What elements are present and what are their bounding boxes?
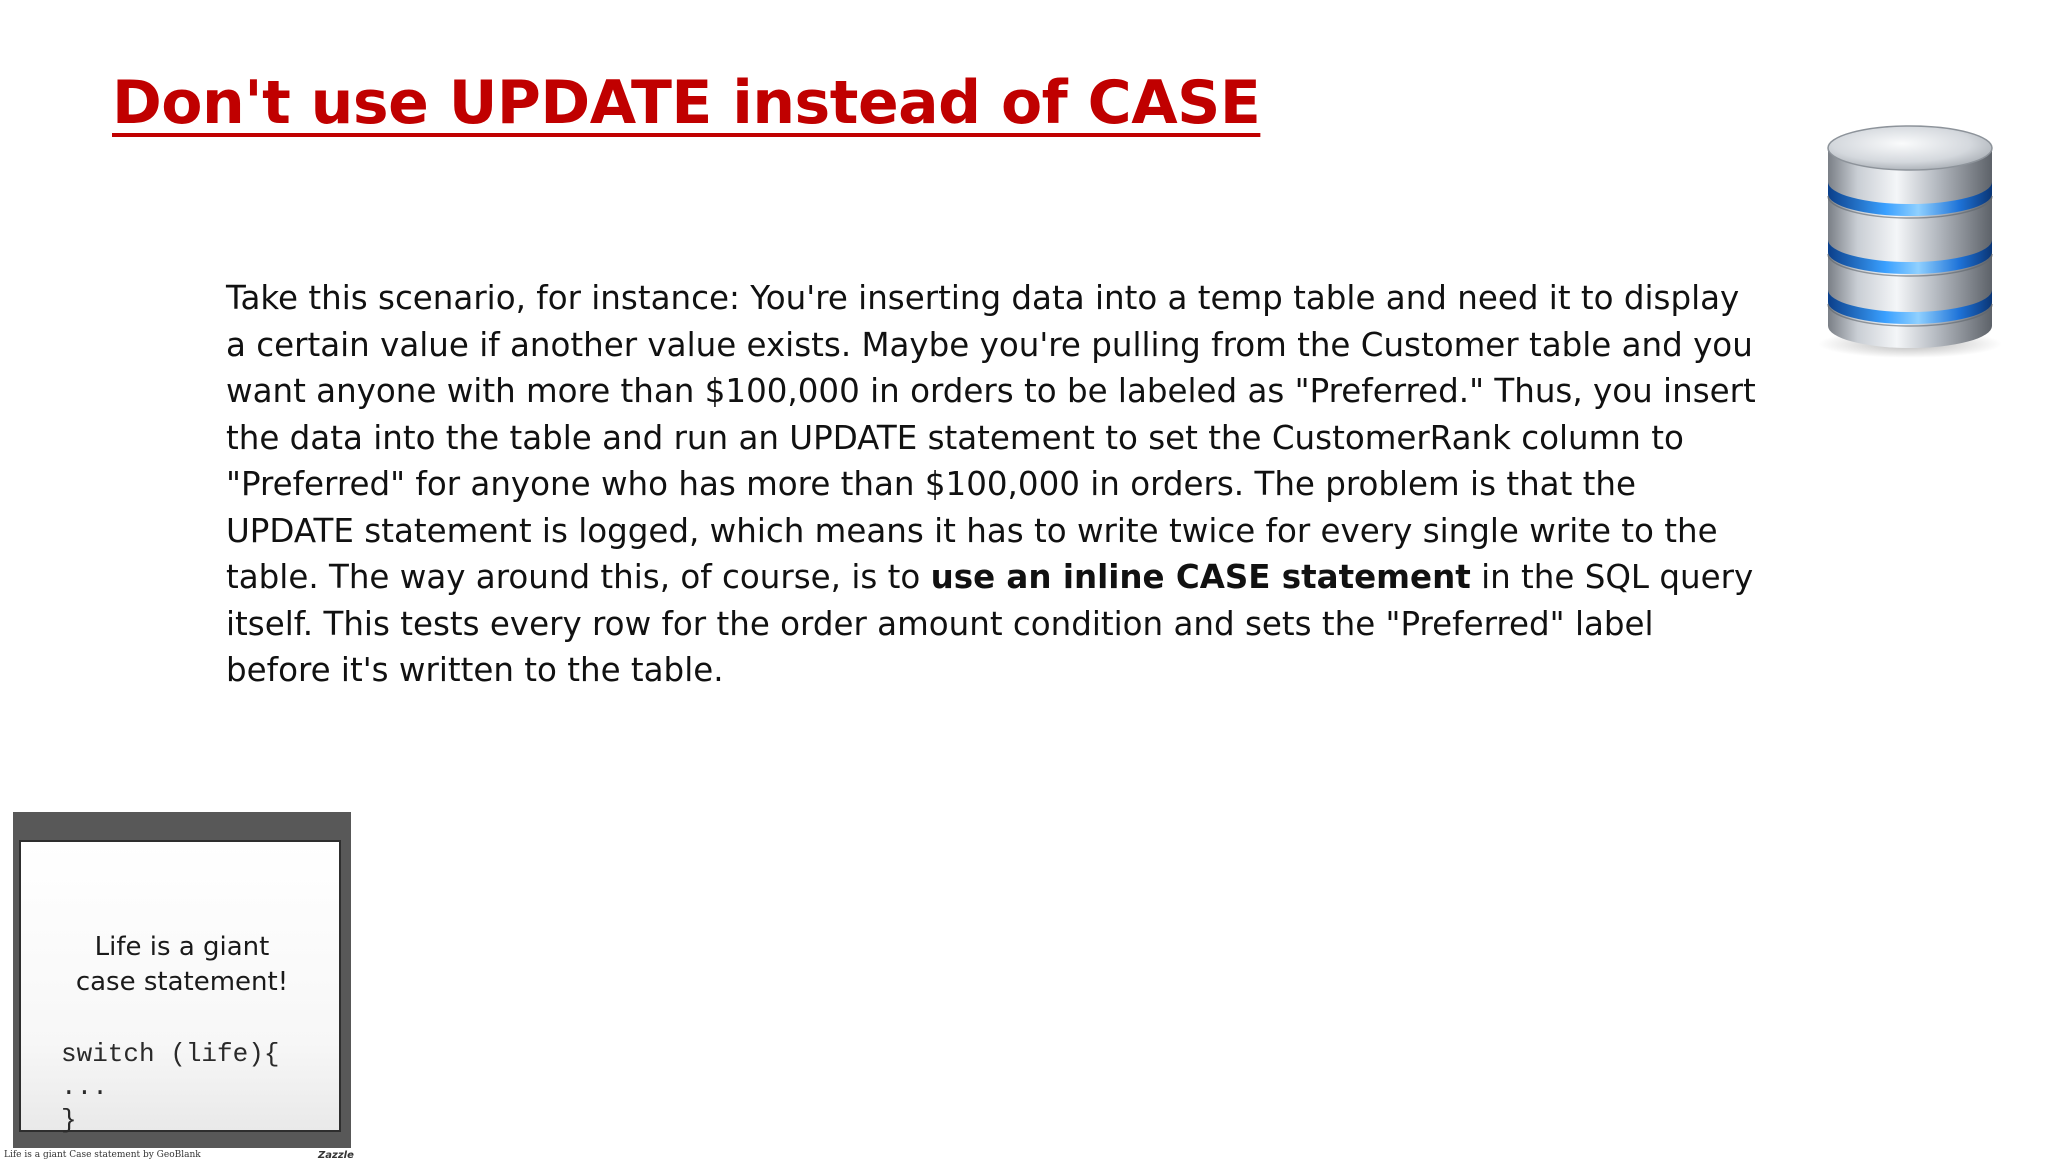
sticker-quote-line-2: case statement!: [75, 967, 289, 997]
sticker-code: [61, 1038, 279, 1137]
sticker-code-line-2: ...: [61, 1072, 108, 1102]
body-text-part-1: Take this scenario, for instance: You're inserting data into a temp table and need it to display a certain value if another value exists. Maybe you're pulling from the Customer table and you want anyone with more than $100,000 in orders to be labeled as "Preferred." Thus, you insert the data into the table and run an UPDATE statement to set the CustomerRank column to "Preferred" for anyone who has more than $100,000 in orders. The problem is that the UPDATE statement is logged, which means it has to write twice for every single write to the table. The way around this, of course, is to: [226, 279, 1756, 596]
zazzle-logo: Zazzle: [318, 1150, 354, 1161]
sticker-code-line-3: }: [61, 1105, 77, 1135]
body-text-part-2: in the SQL query itself. This tests every row for the order amount condition and sets the "Preferred" label before it's written to the table.: [226, 558, 1754, 689]
sticker-quote-line-1: Life is a giant: [94, 932, 270, 962]
slide-body-text: [226, 275, 1756, 694]
database-icon: [1810, 118, 2010, 358]
sticker-quote: [21, 930, 343, 1000]
slide-title: Don't use UPDATE instead of CASE: [112, 68, 1261, 138]
sticker-code-line-1: switch (life){: [61, 1039, 280, 1069]
sticker-caption: Life is a giant Case statement by GeoBlank: [4, 1150, 201, 1160]
case-statement-sticker: [13, 812, 351, 1135]
body-text-bold: use an inline CASE statement: [930, 558, 1471, 596]
sticker-card: [19, 840, 341, 1135]
